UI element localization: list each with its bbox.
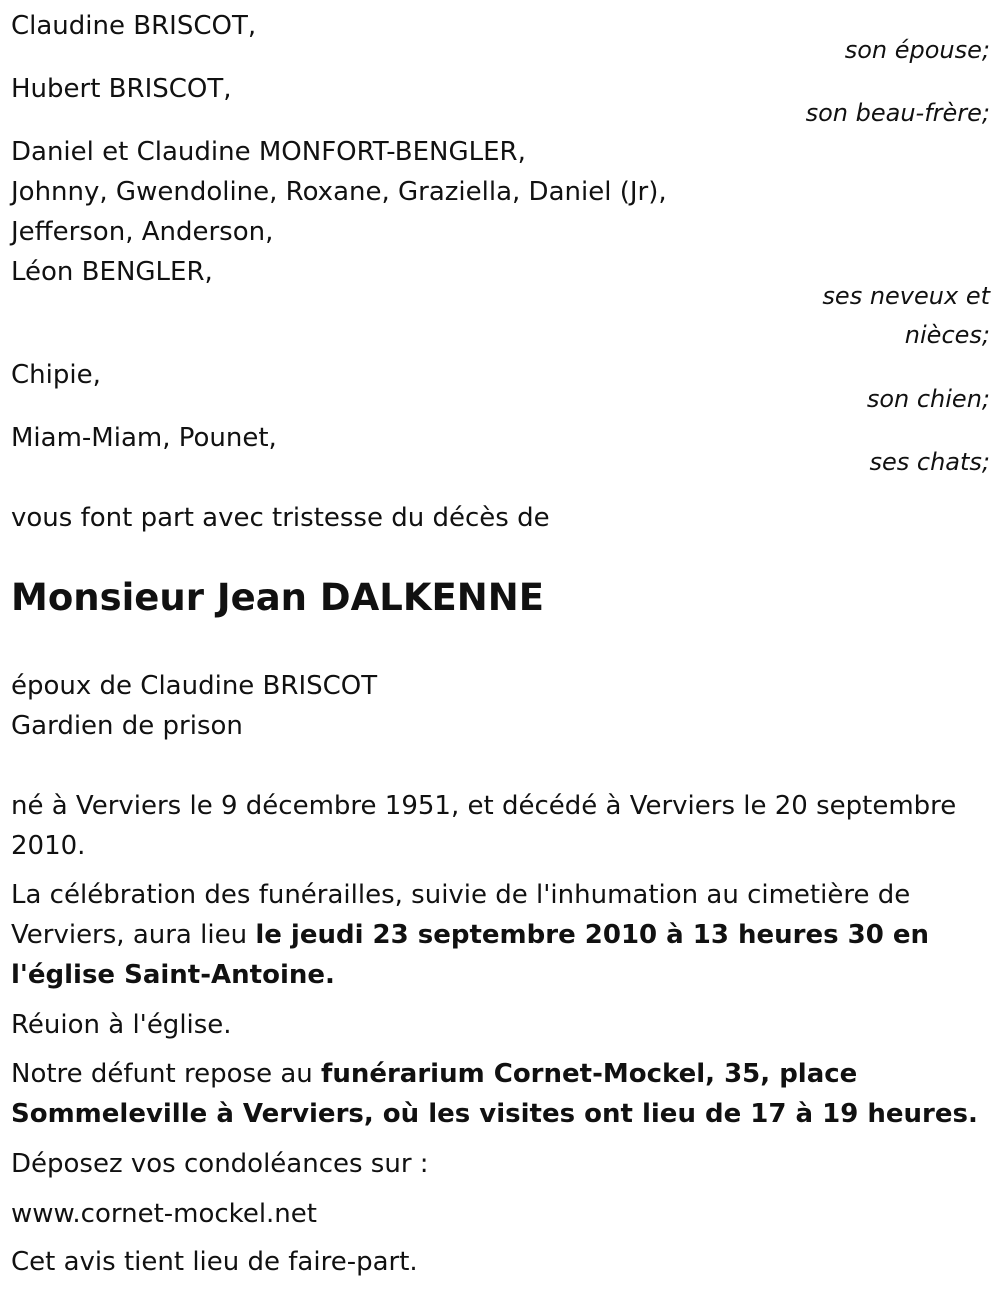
family-name-line: Léon BENGLER, <box>11 257 213 287</box>
family-relation: ses chats; <box>869 448 990 476</box>
website-link[interactable]: www.cornet-mockel.net <box>11 1199 317 1229</box>
family-name-line: Chipie, <box>11 360 101 390</box>
condolences-label: Déposez vos condoléances sur : <box>11 1149 429 1179</box>
birth-death-text: né à Verviers le 9 décembre 1951, et décédé à Verviers le 20 septembre 2010. <box>11 791 957 861</box>
intro-text: vous font part avec tristesse du décès de <box>11 503 550 533</box>
family-relation: son chien; <box>866 385 990 413</box>
family-relation: son beau-frère; <box>805 99 990 127</box>
family-name-line: Claudine BRISCOT, <box>11 11 257 41</box>
closing-text: Cet avis tient lieu de faire-part. <box>11 1247 418 1277</box>
family-name-line: Daniel et Claudine MONFORT-BENGLER, <box>11 137 526 167</box>
repose-location: funérarium Cornet-Mockel, 35, place Sommeleville à Verviers, où les visites ont lieu de 17 à 19 heures. <box>11 1059 978 1129</box>
profession: Gardien de prison <box>11 711 243 741</box>
family-relation: son épouse; <box>844 36 990 64</box>
family-name-line: Miam-Miam, Pounet, <box>11 423 277 453</box>
repose-plain: Notre défunt repose au <box>11 1059 322 1089</box>
ceremony-plain: La célébration des funérailles, suivie de l'inhumation au cimetière de Verviers, aura lieu <box>11 880 911 950</box>
family-relation: ses neveux et <box>822 282 990 310</box>
deceased-name: Monsieur Jean DALKENNE <box>11 576 544 619</box>
ceremony-date-place: le jeudi 23 septembre 2010 à 13 heures 30 en l'église Saint-Antoine. <box>11 920 930 990</box>
family-name-line: Johnny, Gwendoline, Roxane, Graziella, Daniel (Jr), <box>11 177 667 207</box>
family-relation: nièces; <box>904 321 990 349</box>
reunion-text: Réuion à l'église. <box>11 1010 232 1040</box>
ceremony-text <box>11 875 989 995</box>
spouse-line: époux de Claudine BRISCOT <box>11 671 378 701</box>
family-name-line: Hubert BRISCOT, <box>11 74 232 104</box>
repose-text <box>11 1054 989 1134</box>
family-name-line: Jefferson, Anderson, <box>11 217 274 247</box>
